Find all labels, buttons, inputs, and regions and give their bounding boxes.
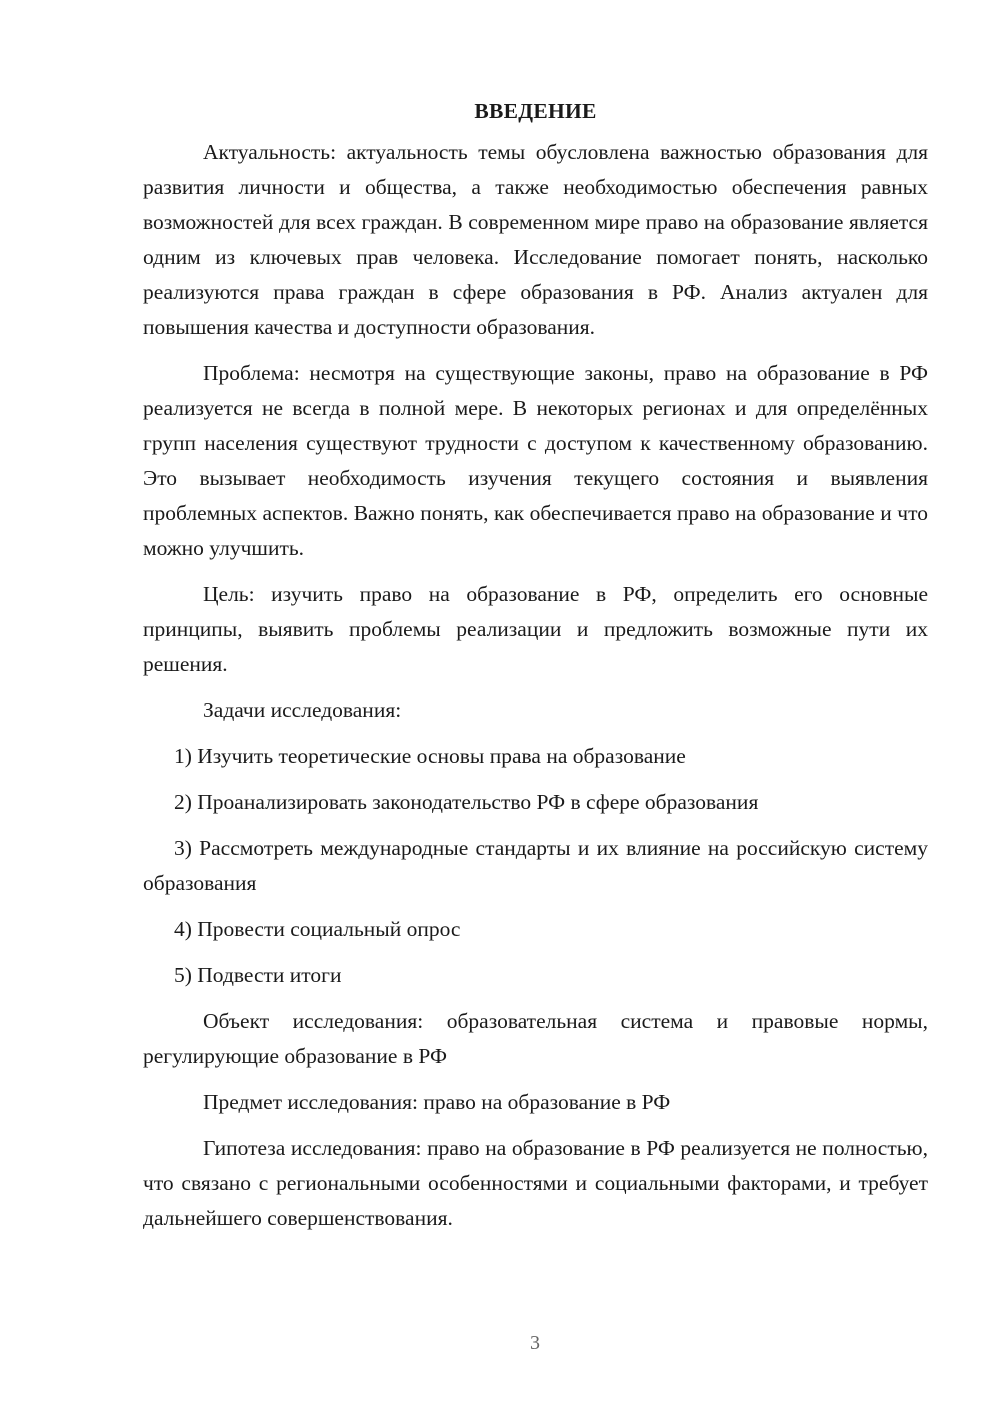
- section-title: ВВЕДЕНИЕ: [474, 99, 597, 123]
- paragraph-relevance: Актуальность: актуальность темы обусловлена важностью образования для развития личности и общества, а также необходимостью обеспечения равных возможностей для всех граждан. В современном мире право на образование является одним из ключевых прав человека. Исследование помогает понять, насколько реализуются права граждан в сфере образования в РФ. Анализ актуален для повышения качества и доступности образования.: [143, 140, 928, 339]
- task-item-1: 1) Изучить теоретические основы права на образование: [174, 744, 686, 768]
- paragraph-object: Объект исследования: образовательная система и правовые нормы, регулирующие образование в РФ: [143, 1009, 928, 1068]
- page-number: 3: [530, 1332, 540, 1354]
- page-content: [143, 94, 928, 1236]
- paragraph-hypothesis: Гипотеза исследования: право на образование в РФ реализуется не полностью, что связано с региональными особенностями и социальными факторами, и требует дальнейшего совершенствования.: [143, 1136, 928, 1230]
- paragraph-problem: Проблема: несмотря на существующие законы, право на образование в РФ реализуется не всегда в полной мере. В некоторых регионах и для определённых групп населения существуют трудности с доступом к качественному образованию. Это вызывает необходимость изучения текущего состояния и выявления проблемных аспектов. Важно понять, как обеспечивается право на образование и что можно улучшить.: [143, 361, 928, 560]
- task-item-2: 2) Проанализировать законодательство РФ в сфере образования: [174, 790, 759, 814]
- tasks-heading: Задачи исследования:: [203, 698, 402, 722]
- task-item-3: 3) Рассмотреть международные стандарты и их влияние на российскую систему образования: [143, 836, 928, 895]
- paragraph-goal: Цель: изучить право на образование в РФ, определить его основные принципы, выявить проблемы реализации и предложить возможные пути их решения.: [143, 582, 928, 676]
- paragraph-subject: Предмет исследования: право на образование в РФ: [203, 1090, 671, 1114]
- task-item-5: 5) Подвести итоги: [174, 963, 342, 987]
- task-item-4: 4) Провести социальный опрос: [174, 917, 461, 941]
